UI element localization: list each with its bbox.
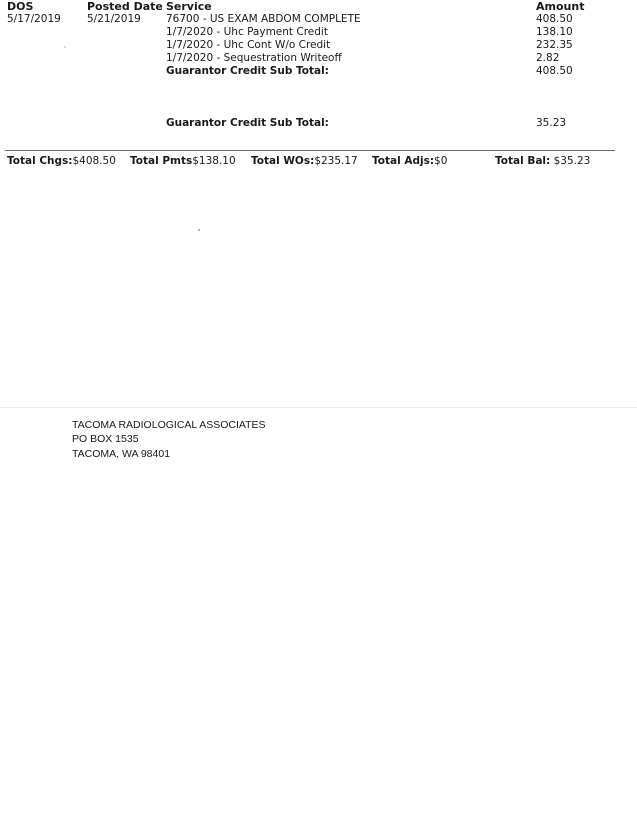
row-1-dos: 5/17/2019 [7,13,61,25]
row-4-service: 1/7/2020 - Sequestration Writeoff [166,52,342,64]
total-adjustments-value: $0 [434,155,448,167]
page-fold-line [0,407,637,408]
total-payments [130,155,236,167]
row-3-service: 1/7/2020 - Uhc Cont W/o Credit [166,39,331,51]
address-line-1: TACOMA RADIOLOGICAL ASSOCIATES [72,419,266,431]
row-4-amount: 2.82 [536,52,560,64]
row-3-amount: 232.35 [536,39,573,51]
total-balance-value: $35.23 [553,155,591,167]
subtotal-1-label: Guarantor Credit Sub Total: [166,65,329,77]
row-1-service: 76700 - US EXAM ABDOM COMPLETE [166,13,361,25]
total-writeoffs-label: Total WOs: [251,155,315,167]
total-adjustments-label: Total Adjs: [372,155,435,167]
column-header-posted-date: Posted Date [87,0,163,13]
column-header-amount: Amount [536,0,585,13]
subtotal-2-label: Guarantor Credit Sub Total: [166,117,329,129]
total-charges [7,155,116,167]
row-1-posted-date: 5/21/2019 [87,13,141,25]
total-writeoffs [251,155,358,167]
total-writeoffs-value: $235.17 [314,155,358,167]
address-line-2: PO BOX 1535 [72,433,139,445]
subtotal-2-amount: 35.23 [536,117,567,129]
row-1-amount: 408.50 [536,13,573,25]
scan-speck [198,229,200,231]
scan-speck [64,46,66,48]
total-charges-label: Total Chgs: [7,155,73,167]
row-2-amount: 138.10 [536,26,573,38]
row-2-service: 1/7/2020 - Uhc Payment Credit [166,26,328,38]
total-balance-label: Total Bal: [495,155,551,167]
column-header-dos: DOS [7,0,34,13]
total-charges-value: $408.50 [72,155,116,167]
address-line-3: TACOMA, WA 98401 [72,448,171,460]
total-payments-label: Total Pmts [130,155,193,167]
column-header-service: Service [166,0,212,13]
total-payments-value: $138.10 [192,155,236,167]
total-adjustments [372,155,447,167]
total-balance [495,155,590,167]
subtotal-1-amount: 408.50 [536,65,573,77]
totals-divider [5,150,615,151]
